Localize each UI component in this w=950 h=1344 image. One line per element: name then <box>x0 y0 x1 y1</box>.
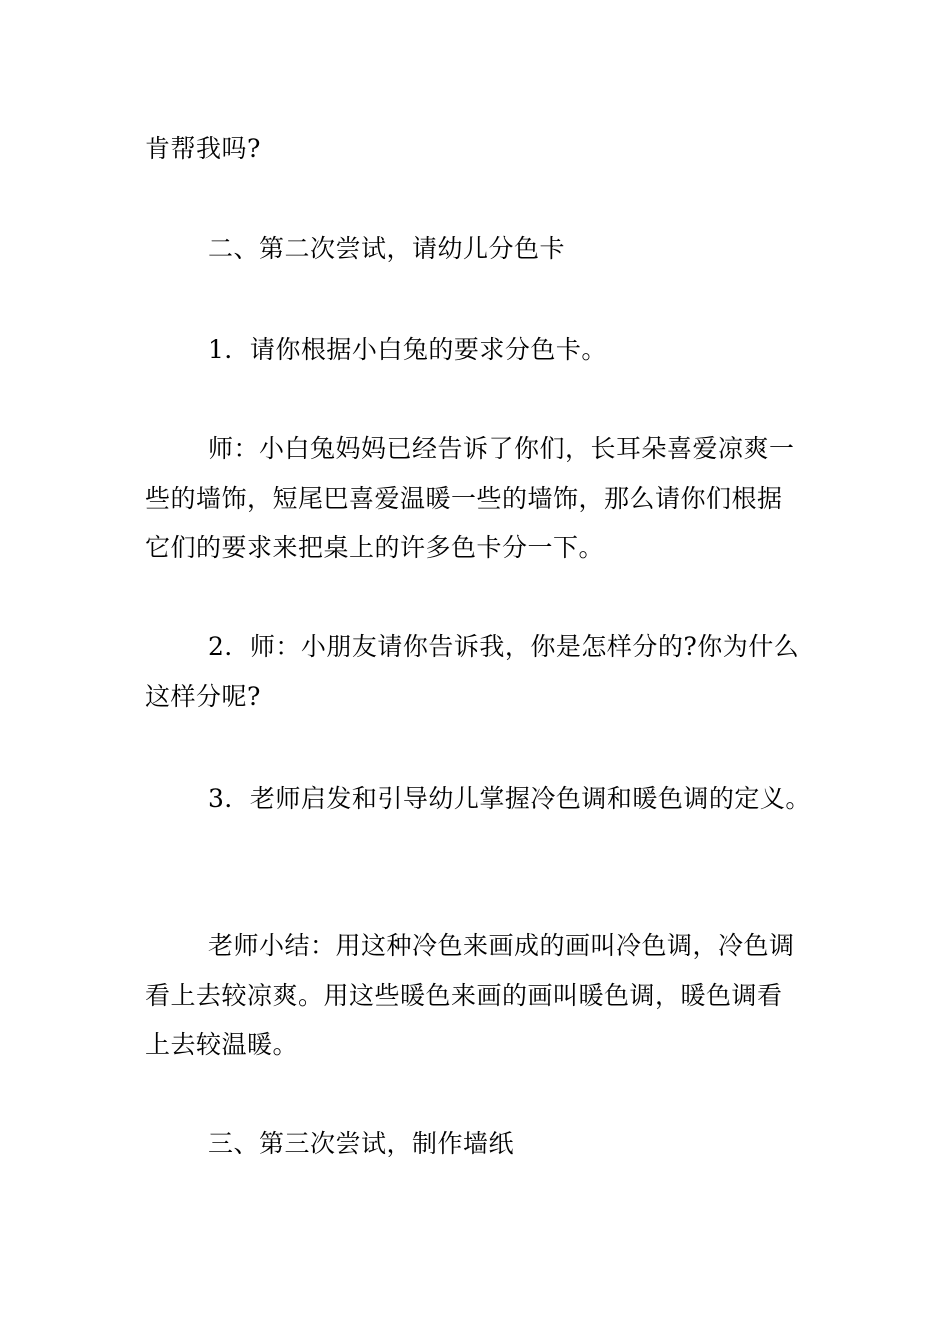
paragraph-line: 看上去较凉爽。用这些暖色来画的画叫暖色调，暖色调看 <box>145 981 783 1010</box>
paragraph-line: 上去较温暖。 <box>145 1030 299 1059</box>
paragraph-line: 肯帮我吗? <box>145 134 261 163</box>
section-heading: 二、第二次尝试，请幼儿分色卡 <box>208 234 566 263</box>
paragraph-line: 些的墙饰，短尾巴喜爱温暖一些的墙饰，那么请你们根据 <box>145 484 783 513</box>
paragraph-line: 这样分呢? <box>145 682 261 711</box>
list-item-text: 2．师：小朋友请你告诉我，你是怎样分的?你为什么 <box>208 632 800 661</box>
paragraph-line: 师：小白兔妈妈已经告诉了你们，长耳朵喜爱凉爽一 <box>208 434 795 463</box>
section-heading: 三、第三次尝试，制作墙纸 <box>208 1129 515 1158</box>
list-item-text: 3．老师启发和引导幼儿掌握冷色调和暖色调的定义。 <box>208 784 811 813</box>
list-item-text: 1．请你根据小白兔的要求分色卡。 <box>208 335 607 364</box>
paragraph-line: 它们的要求来把桌上的许多色卡分一下。 <box>145 533 605 562</box>
paragraph-line: 老师小结：用这种冷色来画成的画叫冷色调，冷色调 <box>208 931 795 960</box>
